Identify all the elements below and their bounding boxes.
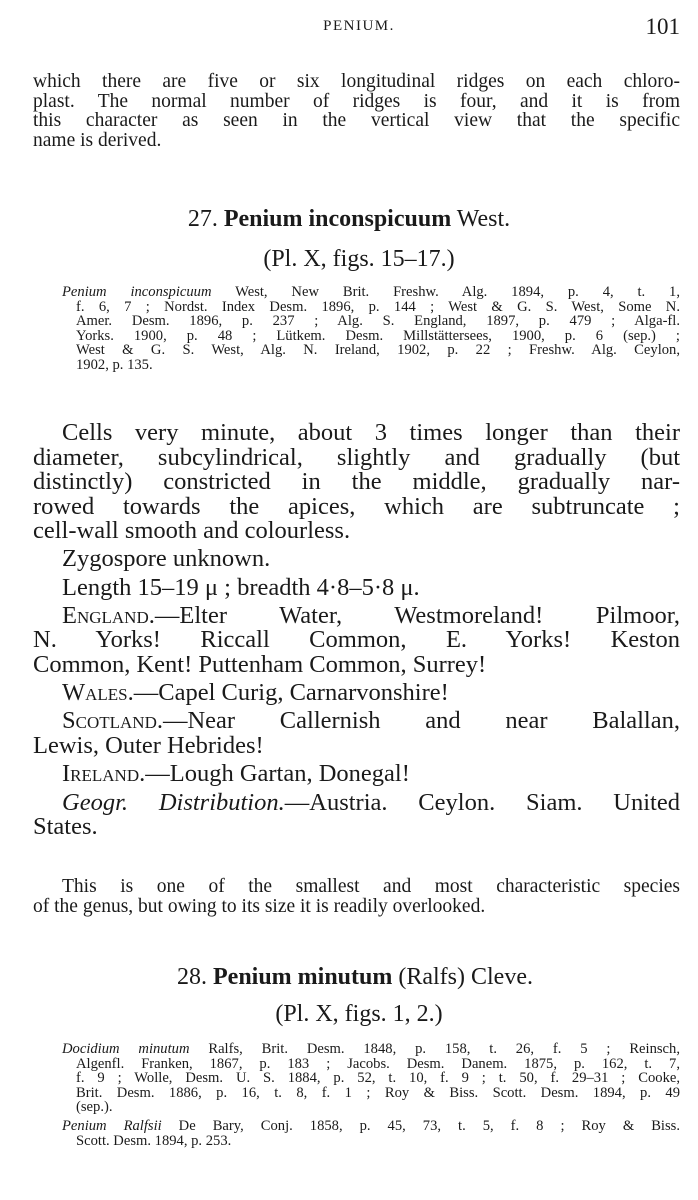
species-27-heading [0,206,698,233]
text-segment: Ralfs, Brit. Desm. 1848, p. 158, t. 26, f. 5 ; Reinsch, [189,1041,680,1057]
text-segment: f. 9 ; Wolle, Desm. U. S. 1884, p. 52, t. 10, f. 9 ; t. 50, f. 29–31 ; Cooke, [76,1070,680,1087]
text-line [62,284,680,299]
text-line [33,895,680,918]
species-27-remark [33,875,680,918]
text-line [33,813,680,841]
text-segment: Scott. Desm. 1894, p. 253. [76,1132,232,1149]
text-segment: of the genus, but owing to its size it is readily overlooked. [33,895,486,917]
text-line [62,1084,680,1099]
text-line [62,1132,680,1151]
species-name: Penium minutum [213,964,393,990]
text-line [62,1098,680,1117]
species-number: 27. [187,206,218,232]
text-line [33,651,680,679]
italic-text: Penium inconspicuum [62,284,212,300]
text-segment: diameter, subcylindrical, slightly and gradually (but [33,443,680,471]
text-line [62,328,680,343]
page-number: 101 [645,14,680,39]
text-segment: 1902, p. 135. [76,356,153,373]
text-segment: —Lough Gartan, Donegal! [145,760,410,788]
text-segment: This is one of the smallest and most characteristic species [62,876,680,897]
text-segment: Amer. Desm. 1896, p. 237 ; Alg. S. England, 1897, p. 479 ; Alga-fl. [76,313,680,330]
text-line [33,419,680,444]
text-line [33,574,680,602]
species-number: 28. [177,964,207,990]
text-segment: (sep.). [76,1099,113,1116]
text-segment: which there are five or six longitudinal ridges on each chloro- [33,71,680,92]
text-segment: —Austria. Ceylon. Siam. United [284,788,680,816]
text-line [33,875,680,895]
text-segment: cell-wall smooth and colourless. [33,517,351,544]
text-segment: West & G. S. West, Alg. N. Ireland, 1902, p. 22 ; Freshw. Alg. Ceylon, [76,342,680,359]
text-line [33,707,680,735]
text-line [62,1117,680,1135]
species-author: West. [456,206,511,232]
text-line [33,545,680,573]
text-segment: De Bary, Conj. 1858, p. 45, 73, t. 5, f. 8 ; Roy & Biss. [161,1118,680,1135]
text-line [62,1040,680,1055]
text-segment: distinctly) constricted in the middle, gradually nar- [33,468,680,495]
text-line [33,732,680,760]
text-line [33,602,680,627]
species-28-plate-ref: (Pl. X, figs. 1, 2.) [275,1001,443,1027]
text-segment: Length 15–19 μ ; breadth 4·8–5·8 μ. [62,573,420,601]
text-segment: name is derived. [33,129,162,151]
text-line [33,468,680,493]
intro-paragraph [33,70,680,152]
text-segment: N. Yorks! Riccall Common, E. Yorks! Keston [33,626,680,654]
text-segment: —Elter Water, Westmoreland! Pilmoor, [154,601,680,629]
text-line [62,1055,680,1070]
text-segment: West, New Brit. Freshw. Alg. 1894, p. 4, t. 1, [211,284,681,300]
species-27-description [33,419,680,841]
text-line [33,517,680,545]
text-line [62,1069,680,1087]
text-line [33,626,680,654]
text-line [33,129,680,152]
text-segment: Brit. Desm. 1886, p. 16, t. 8, f. 1 ; Roy & Biss. Scott. Desm. 1894, p. 49 [76,1084,680,1101]
text-line [62,357,680,373]
text-segment: Lewis, Outer Hebrides! [33,731,264,759]
text-segment: f. 6, 7 ; Nordst. Index Desm. 1896, p. 144 ; West & G. S. West, Some N. [76,298,680,315]
species-name: Penium inconspicuum [223,206,452,232]
species-28-citations [62,1040,680,1151]
running-title: PENIUM. [323,18,395,34]
text-line [33,444,680,469]
region-label: Ireland. [62,760,146,788]
species-27-plate-ref: (Pl. X, figs. 15–17.) [263,246,455,272]
text-line [33,90,680,110]
text-segment: Cells very minute, about 3 times longer than their [62,419,680,446]
text-segment: —Capel Curig, Carnarvonshire! [133,679,449,707]
region-label: Scotland. [62,707,163,735]
species-author: (Ralfs) Cleve. [398,964,533,990]
italic-text: Penium Ralfsii [62,1118,162,1135]
text-line [33,760,680,788]
text-segment: this character as seen in the vertical view that the specific [33,110,680,131]
region-label: Wales. [62,679,134,707]
text-segment: States. [33,813,98,841]
text-segment: Zygospore unknown. [62,545,271,573]
text-line [33,679,680,707]
species-28-heading [0,964,698,991]
text-line [33,70,680,90]
text-line [33,493,680,518]
text-line [33,789,680,814]
text-segment: plast. The normal number of ridges is four, and it is from [33,90,680,112]
italic-text: Docidium minutum [62,1041,190,1057]
text-segment: rowed towards the apices, which are subtruncate ; [33,492,680,520]
text-line [33,109,680,129]
text-segment: —Near Callernish and near Balallan, [162,707,680,735]
text-line [62,313,680,328]
italic-text: Geogr. Distribution. [62,788,285,816]
species-27-citations [62,284,680,373]
text-line [62,342,680,357]
text-line [62,299,680,314]
region-label: England. [62,601,155,629]
text-segment: Yorks. 1900, p. 48 ; Lütkem. Desm. Millstättersees, 1900, p. 6 (sep.) ; [76,327,680,344]
text-segment: Common, Kent! Puttenham Common, Surrey! [33,650,487,678]
text-segment: Algenfl. Franken, 1867, p. 183 ; Jacobs. Desm. Danem. 1875, p. 162, t. 7, [76,1055,680,1072]
